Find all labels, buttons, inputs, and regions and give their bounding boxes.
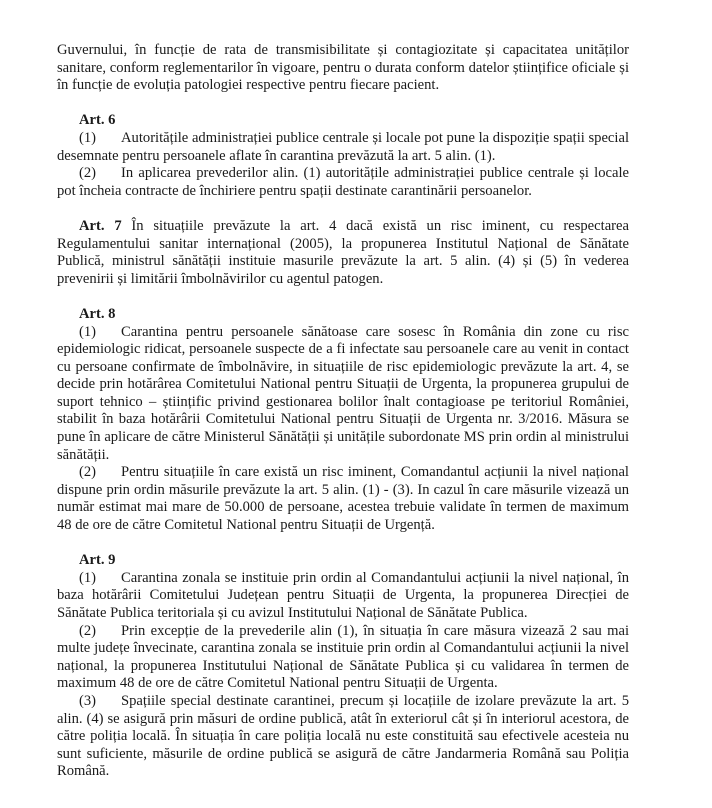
article-9	[57, 552, 629, 781]
article-title: Art. 9	[79, 552, 116, 569]
paragraph-text: Prin excepție de la prevederile alin (1), în situația în care măsura vizează 2 sau mai multe județe învecinate, carantina zonala se instituie prin ordin al Comandantului acțiunii la nivel național, la propunerea Institutului Național de Sănătate Publica și cu validarea în termen de maximum 48 de ore de către Comitetul National pentru Situații de Urgenta.	[57, 622, 629, 692]
article-paragraph	[57, 623, 629, 693]
paragraph-text: Carantina pentru persoanele sănătoase care sosesc în România din zone cu risc epidemiologic ridicat, persoanele suspecte de a fi infectate sau persoanele care au venit in contact cu persoane confirmate de îmbolnăvire, in situațiile de risc epidemiologic prevăzute la art. 4, se decide prin hotărârea Comitetului National pentru Situații de Urgenta, la propunerea grupului de suport tehnico – științific privind gestionarea bolilor înalt contagioase pe teritoriul României, stabilit în baza hotărârii Comitetului National pentru Situații de Urgenta nr. 3/2016. Măsura se pune în aplicare de către Ministerul Sănătății și unitățile subordonate MS prin ordin al ministrului sănătății.	[57, 323, 629, 463]
paragraph-number: (1)	[79, 129, 97, 146]
article-title: Art. 7	[79, 217, 122, 234]
article-6	[57, 112, 629, 200]
paragraph-number: (2)	[79, 622, 97, 639]
paragraph-text: Autoritățile administrației publice centrale și locale pot pune la dispoziție spații special desemnate pentru persoanele aflate în carantina prevăzută la art. 5 alin. (1).	[57, 129, 629, 164]
paragraph-number: (2)	[79, 464, 97, 481]
article-8	[57, 306, 629, 535]
paragraph-number: (1)	[79, 323, 97, 340]
document-page	[57, 42, 629, 781]
paragraph-text: In aplicarea prevederilor alin. (1) autoritățile administrației publice centrale și locale pot încheia contracte de închiriere pentru spații destinate carantinării persoanelor.	[57, 165, 629, 199]
article-paragraph	[57, 464, 629, 534]
paragraph-number: (1)	[79, 569, 97, 586]
article-paragraph	[57, 218, 629, 288]
article-paragraph	[57, 693, 629, 781]
article-7	[57, 218, 629, 288]
article-title: Art. 6	[79, 112, 116, 129]
paragraph-text: Pentru situațiile în care există un risc iminent, Comandantul acțiunii la nivel național dispune prin ordin măsurile prevăzute la art. 5 alin. (1) - (3). In cazul în care măsurile vizează un număr estimat mai mare de 50.000 de persoane, acestea trebuie validate în termen de maximum 48 de ore de către Comitetul National pentru Situații de Urgență.	[57, 464, 629, 534]
paragraph-number: (3)	[79, 692, 97, 709]
article-paragraph	[57, 165, 629, 200]
paragraph-text: Carantina zonala se instituie prin ordin al Comandantului acțiunii la nivel național, în baza hotărârii Comitetului Județean pentru Situații de Urgenta, la propunerea Direcției de Sănătate Publica teritoriala și cu avizul Institutului Național de Sănătate Publica.	[57, 569, 629, 621]
intro-paragraph: Guvernului, în funcție de rata de transmisibilitate și contagiozitate și capacitatea unităților sanitare, conform reglementarilor în vigoare, pentru o durata conform datelor științifice oficiale și în funcție de evoluția patologiei respective pentru fiecare pacient.	[57, 42, 629, 94]
paragraph-number: (2)	[79, 165, 97, 182]
article-paragraph	[57, 130, 629, 165]
article-paragraph	[57, 324, 629, 465]
paragraph-text: Spațiile special destinate carantinei, precum și locațiile de izolare prevăzute la art. 5 alin. (4) se asigură prin măsuri de ordine publică, atât în exteriorul cât și în interiorul acestora, de către poliția locală. În situația în care poliția locală nu este constituită sau efectivele acesteia nu sunt suficiente, măsurile de ordine publică se asigură de către Jandarmeria Română sau Poliția Română.	[57, 692, 629, 780]
paragraph-text: În situațiile prevăzute la art. 4 dacă există un risc iminent, cu respectarea Regulamentului sanitar internațional (2005), la propunerea Institutul Național de Sănătate Publică, ministrul sănătății instituie masurile prevăzute la art. 5 alin. (4) și (5) în vederea prevenirii și limitării îmbolnăvirilor cu agentul patogen.	[57, 217, 629, 287]
article-paragraph	[57, 570, 629, 623]
article-title: Art. 8	[79, 305, 116, 322]
